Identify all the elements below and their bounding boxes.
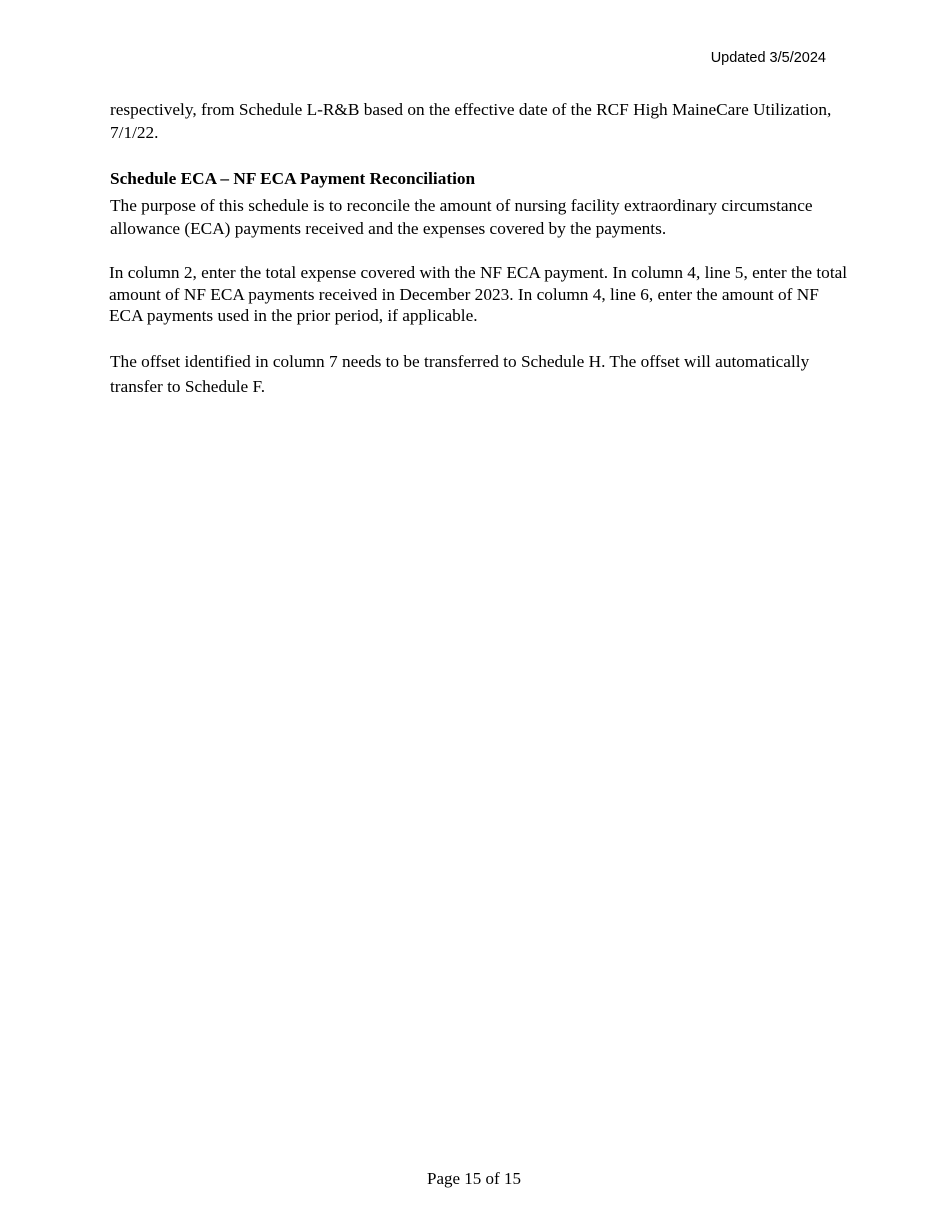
section-heading: Schedule ECA – NF ECA Payment Reconciliation xyxy=(110,169,476,188)
document-body xyxy=(110,98,855,399)
section-schedule-eca xyxy=(110,168,855,399)
updated-date: Updated 3/5/2024 xyxy=(710,50,826,66)
paragraph-offset: The offset identified in column 7 needs to be transferred to Schedule H. The offset will automatically transfer to Schedule F. xyxy=(110,351,810,396)
page-number: Page 15 of 15 xyxy=(427,1169,521,1188)
paragraph-column-instructions: In column 2, enter the total expense covered with the NF ECA payment. In column 4, line 5, enter the total amount of NF ECA payments received in December 2023. In column 4, line 6, enter the amount of NF ECA payments used in the prior period, if applicable. xyxy=(109,263,848,325)
continued-paragraph: respectively, from Schedule L-R&B based on the effective date of the RCF High MaineCare Utilization, 7/1/22. xyxy=(110,100,832,142)
paragraph-purpose: The purpose of this schedule is to reconcile the amount of nursing facility extraordinary circumstance allowance (ECA) payments received and the expenses covered by the payments. xyxy=(110,196,813,238)
